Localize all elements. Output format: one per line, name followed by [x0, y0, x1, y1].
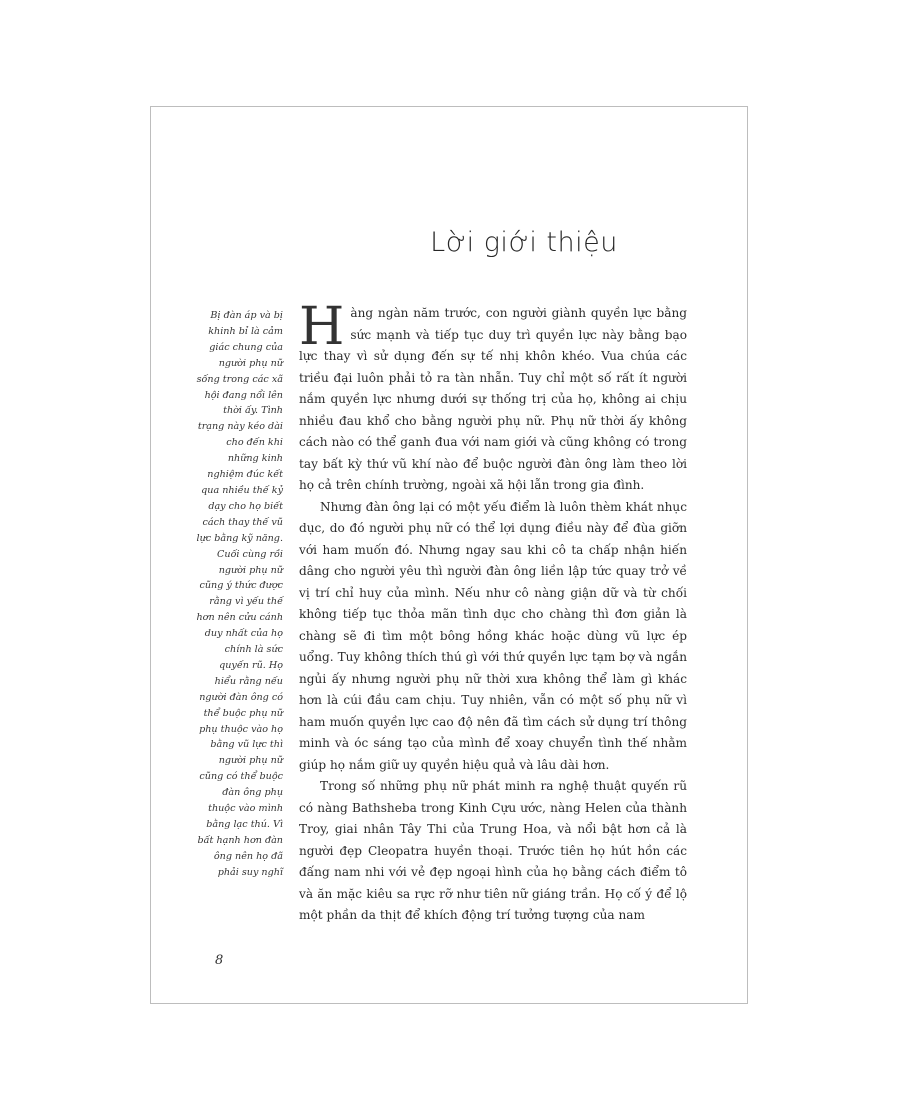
page-number: 8	[215, 953, 224, 968]
paragraph-3: Trong số những phụ nữ phát minh ra nghệ thuật quyến rũ có nàng Bathsheba trong Kinh Cựu ước, nàng Helen của thành Troy, giai nhân Tây Thi của Trung Hoa, và nổi bật hơn cả là người đẹp Cleopatra huyền thoại. Trước tiên họ hút hồn các đấng nam nhi với vẻ đẹp ngoại hình của họ bằng cách điểm tô và ăn mặc kiêu sa rực rỡ như tiên nữ giáng trần. Họ cố ý để lộ một phần da thịt để khích động trí tưởng tượng của nam	[299, 779, 687, 922]
drop-cap-letter: H	[299, 297, 345, 357]
paragraph-2: Nhưng đàn ông lại có một yếu điểm là luôn thèm khát nhục dục, do đó người phụ nữ có thể lợi dụng điều này để đùa giỡn với ham muốn đó. Nhưng ngay sau khi cô ta chấp nhận hiến dâng cho người yêu thì người đàn ông liền lập tức quay trở về vị trí chỉ huy của mình. Nếu như cô nàng giận dữ và từ chối không tiếp tục thỏa mãn tình dục cho chàng thì đơn giản là chàng sẽ đi tìm một bông hồng khác hoặc dùng vũ lực ép uổng. Tuy không thích thú gì với thứ quyền lực tạm bợ và ngắn ngủi ấy nhưng người phụ nữ thời xưa không thể làm gì khác hơn là cúi đầu cam chịu. Tuy nhiên, vẫn có một số phụ nữ vì ham muốn quyền lực cao độ nên đã tìm cách sử dụng trí thông minh và óc sáng tạo của mình để xoay chuyển tình thế nhằm giúp họ nắm giữ uy quyền hiệu quả và lâu dài hơn.	[299, 499, 687, 772]
paragraph-1	[299, 297, 687, 497]
paragraph-1-text: àng ngàn năm trước, con người giành quyền lực bằng sức mạnh và tiếp tục duy trì quyền lực này bằng bạo lực thay vì sử dụng đến sự tế nhị khôn khéo. Vua chúa các triều đại luôn phải tỏ ra tàn nhẫn. Tuy chỉ một số rất ít người nắm quyền lực nhưng dưới sự thống trị của họ, không ai chịu nhiều đau khổ cho bằng người phụ nữ. Phụ nữ thời ấy không cách nào có thể ganh đua với nam giới và cũng không có trong tay bất kỳ thứ vũ khí nào để buộc người đàn ông làm theo lời họ cả trên chính trường, ngoài xã hội lẫn trong gia đình.	[299, 306, 687, 492]
body-text	[299, 297, 687, 927]
chapter-title: Lời giới thiệu	[430, 227, 618, 258]
margin-sidenote: Bị đàn áp và bị khinh bỉ là cảm giác chung của người phụ nữ sống trong các xã hội đang nổi lên thời ấy. Tình trạng này kéo dài cho đến khi những kinh nghiệm đúc kết qua nhiều thế kỷ dạy cho họ biết cách thay thế vũ lực bằng kỹ năng. Cuối cùng rồi người phụ nữ cũng ý thức được rằng vì yếu thế hơn nên cửu cánh duy nhất của họ chính là sức quyến rũ. Họ hiểu rằng nếu người đàn ông có thể buộc phụ nữ phụ thuộc vào họ bằng vũ lực thì người phụ nữ cũng có thể buộc đàn ông phụ thuộc vào mình bằng lạc thú. Vì bất hạnh hơn đàn ông nên họ đã phải suy nghĩ	[196, 310, 283, 878]
book-page	[150, 106, 748, 1004]
